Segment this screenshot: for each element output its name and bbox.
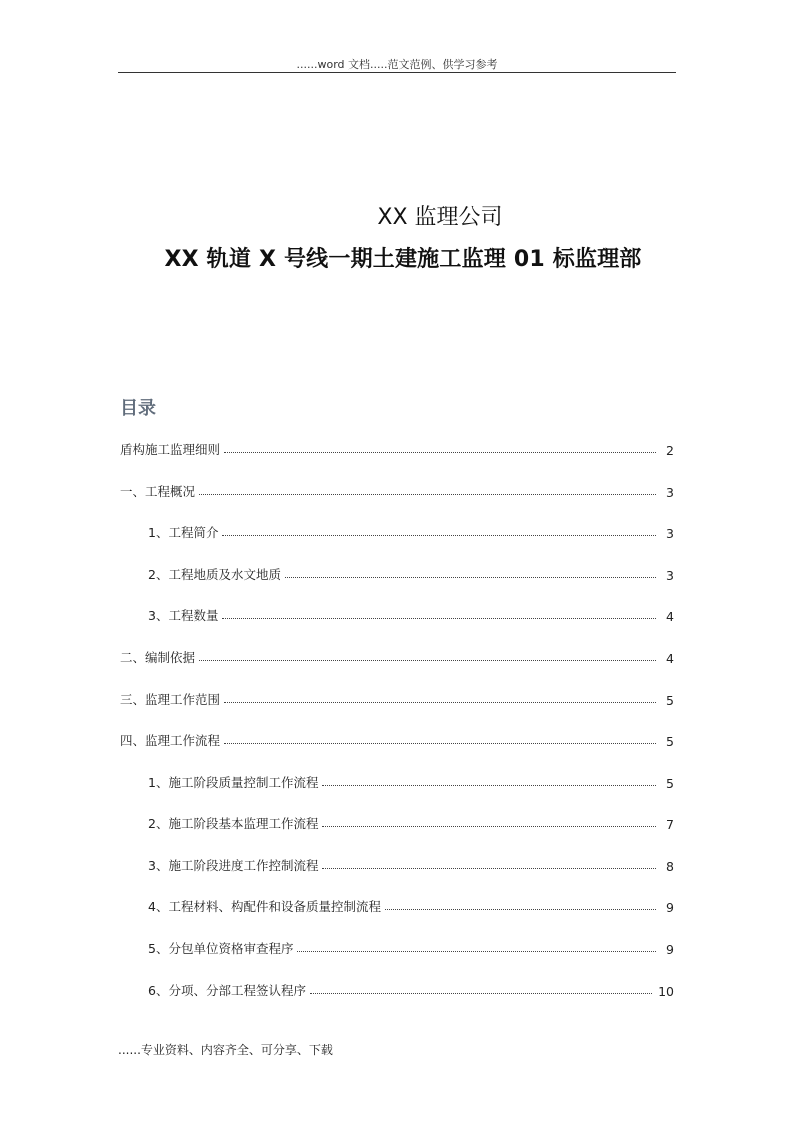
header-divider xyxy=(118,72,676,73)
toc-dot-leader xyxy=(199,660,656,661)
toc-entry[interactable] xyxy=(148,935,674,957)
toc-dot-leader xyxy=(322,826,656,827)
toc-dot-leader xyxy=(322,785,656,786)
toc-entry[interactable] xyxy=(120,436,674,458)
toc-entry-page: 3 xyxy=(666,568,674,583)
toc-entry-page: 5 xyxy=(666,734,674,749)
toc-heading: 目录 xyxy=(120,398,156,419)
toc-dot-leader xyxy=(297,951,656,952)
toc-entry-page: 9 xyxy=(666,900,674,915)
toc-entry-label: 5、分包单位资格审查程序 xyxy=(148,941,294,956)
toc-entry-label: 2、工程地质及水文地质 xyxy=(148,567,281,582)
toc-entry[interactable] xyxy=(120,644,674,666)
toc-entry-page: 4 xyxy=(666,651,674,666)
toc-entry-label: 二、编制依据 xyxy=(120,650,196,665)
toc-entry-label: 1、工程简介 xyxy=(148,525,219,540)
toc-entry-page: 3 xyxy=(666,526,674,541)
page-header: ......word 文档.....范文范例、供学习参考 xyxy=(296,58,498,71)
toc-entry-page: 3 xyxy=(666,485,674,500)
toc-entry-page: 5 xyxy=(666,693,674,708)
toc-dot-leader xyxy=(385,909,656,910)
toc-entry-page: 4 xyxy=(666,609,674,624)
toc-entry[interactable] xyxy=(120,478,674,500)
toc-dot-leader xyxy=(322,868,656,869)
toc-entry-label: 一、工程概况 xyxy=(120,484,196,499)
toc-entry[interactable] xyxy=(148,852,674,874)
page-footer: ......专业资料、内容齐全、可分享、下载 xyxy=(118,1043,333,1057)
company-name: XX 监理公司 xyxy=(377,205,503,230)
toc-dot-leader xyxy=(199,494,656,495)
toc-entry[interactable] xyxy=(148,977,674,999)
toc-entry-label: 2、施工阶段基本监理工作流程 xyxy=(148,816,319,831)
toc-entry-page: 2 xyxy=(666,443,674,458)
toc-entry-label: 四、监理工作流程 xyxy=(120,733,221,748)
toc-entry-label: 3、施工阶段进度工作控制流程 xyxy=(148,858,319,873)
toc-entry-label: 三、监理工作范围 xyxy=(120,692,221,707)
toc-dot-leader xyxy=(224,452,656,453)
toc-entry[interactable] xyxy=(120,727,674,749)
toc-entry-page: 8 xyxy=(666,859,674,874)
toc-entry-label: 3、工程数量 xyxy=(148,608,219,623)
toc-entry-label: 盾构施工监理细则 xyxy=(120,442,221,457)
toc-dot-leader xyxy=(285,577,656,578)
toc-entry[interactable] xyxy=(148,769,674,791)
toc-entry-label: 4、工程材料、构配件和设备质量控制流程 xyxy=(148,899,381,914)
toc-entry[interactable] xyxy=(148,893,674,915)
toc-entry-page: 7 xyxy=(666,817,674,832)
toc-dot-leader xyxy=(224,743,656,744)
toc-entry-page: 10 xyxy=(658,984,674,999)
toc-dot-leader xyxy=(310,993,652,994)
toc-dot-leader xyxy=(224,702,656,703)
document-title: XX 轨道 X 号线一期土建施工监理 01 标监理部 xyxy=(164,247,642,272)
toc-entry[interactable] xyxy=(148,561,674,583)
toc-entry-label: 1、施工阶段质量控制工作流程 xyxy=(148,775,319,790)
toc-entry[interactable] xyxy=(148,519,674,541)
toc-dot-leader xyxy=(222,535,656,536)
toc-entry-label: 6、分项、分部工程签认程序 xyxy=(148,983,306,998)
toc-entry-page: 5 xyxy=(666,776,674,791)
toc-entry[interactable] xyxy=(120,686,674,708)
toc-entry[interactable] xyxy=(148,810,674,832)
toc-entry[interactable] xyxy=(148,602,674,624)
toc-entry-page: 9 xyxy=(666,942,674,957)
toc-dot-leader xyxy=(222,618,656,619)
